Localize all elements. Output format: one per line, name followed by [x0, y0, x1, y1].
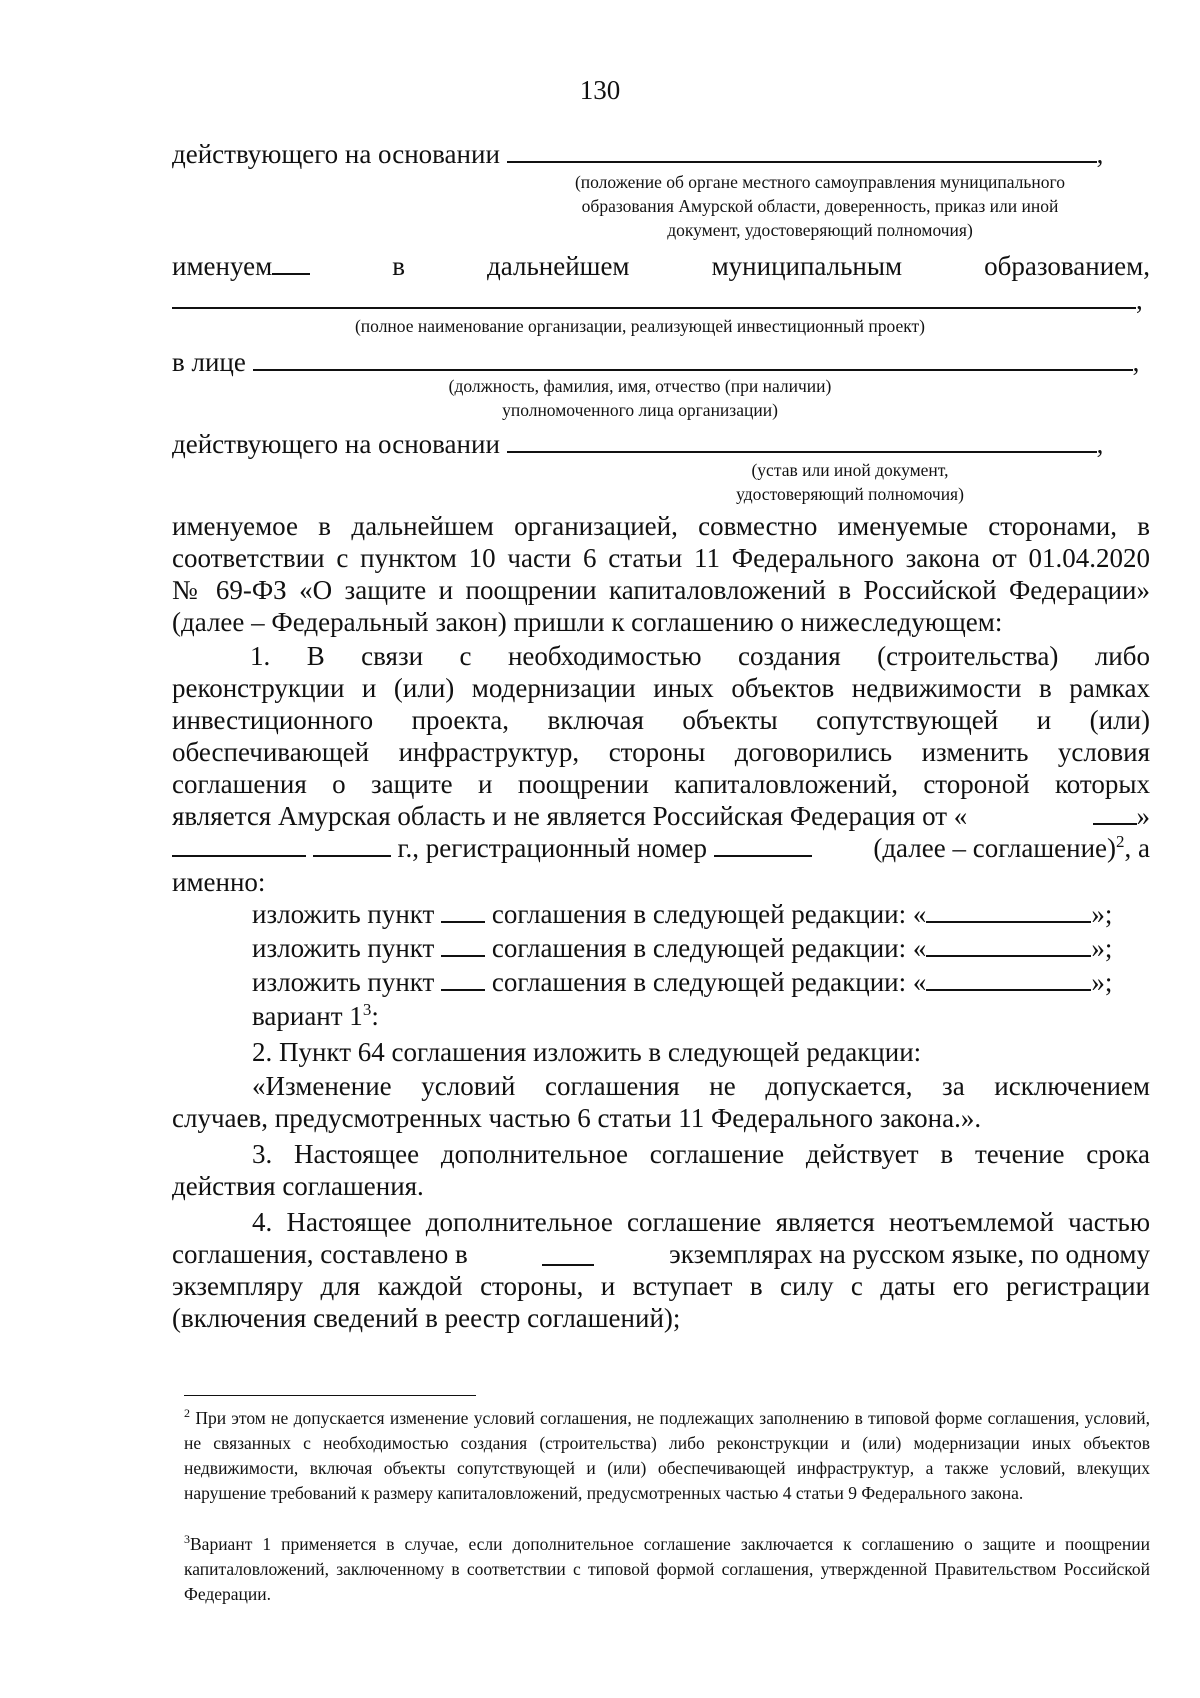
- footnote-ref-3: 3: [362, 1000, 372, 1019]
- represented-by-hint: [390, 374, 890, 422]
- comma: ,: [1096, 139, 1104, 169]
- footnote-text: Вариант 1 применяется в случае, если дополнительное соглашение заключается к соглашению о защите и поощрении капиталовложений, заключенному в соответствии с типовой формой соглашения, утвержденной Правительством Российской Федерации.: [184, 1534, 1150, 1604]
- hint-line: документ, удостоверяющий полномочия): [667, 220, 973, 240]
- page-number: 130: [579, 75, 621, 105]
- clause4-line: экземпляру для каждой стороны, и вступает в силу с даты его регистрации: [172, 1271, 1150, 1301]
- footnote-mark: 2: [184, 1406, 190, 1421]
- hint-line: (должность, фамилия, имя, отчество (при наличии): [448, 376, 832, 396]
- clause1-text: является Амурская область и не является Российская Федерация от «: [172, 801, 968, 831]
- state-item-line: изложить пункт соглашения в следующей редакции: « »;: [252, 933, 1113, 963]
- date-day-field: »: [1093, 800, 1151, 832]
- blank-field: [507, 429, 1097, 453]
- acting-basis-label: действующего на основании: [172, 139, 500, 169]
- state-item-line: изложить пункт соглашения в следующей редакции: « »;: [252, 967, 1113, 997]
- blank-field: [507, 139, 1097, 163]
- charter-hint: [690, 458, 1010, 506]
- hint-line: (положение об органе местного самоуправления муниципального: [574, 172, 1066, 192]
- org-hint: (полное наименование организации, реализующей инвестиционный проект): [354, 316, 926, 336]
- hint-line: уполномоченного лица организации): [502, 400, 778, 420]
- clause1-date-line: [172, 832, 1150, 864]
- clause1-line: [172, 800, 1150, 832]
- acting-basis-line-2: действующего на основании ,: [172, 429, 1104, 459]
- blank-field: [253, 347, 1133, 371]
- footnote-2: [184, 1406, 1150, 1506]
- clause1-namely: именно:: [172, 867, 266, 897]
- named-word: образованием,: [984, 251, 1150, 281]
- clause2-line: случаев, предусмотренных частью 6 статьи 11 Федерального закона.».: [172, 1103, 982, 1133]
- variant-label: вариант $1^3$:: [252, 1000, 379, 1031]
- hint-line: образования Амурской области, доверенность, приказ или иной: [581, 196, 1059, 216]
- footnote-3: [184, 1532, 1150, 1607]
- clause4-line: 4. Настоящее дополнительное соглашение является неотъемлемой частью: [252, 1207, 1150, 1237]
- clause4-line: соглашения, составлено в экземплярах на русском языке, по одному: [172, 1239, 1150, 1269]
- acting-basis-hint: [520, 170, 1120, 242]
- clause3-line: действия соглашения.: [172, 1171, 424, 1201]
- clause4-line: (включения сведений в реестр соглашений);: [172, 1303, 681, 1333]
- footnote-separator: [184, 1395, 476, 1396]
- intro-line: именуемое в дальнейшем организацией, совместно именуемые сторонами, в: [172, 511, 1150, 541]
- clause1-line: инвестиционного проекта, включая объекты сопутствующей и (или): [172, 705, 1150, 735]
- date-month-year-field: г., регистрационный номер: [172, 832, 812, 864]
- clause1-line: 1. В связи с необходимостью создания (строительства) либо: [250, 641, 1150, 671]
- org-name-line: ,: [172, 284, 1143, 316]
- intro-line: № 69-ФЗ «О защите и поощрении капиталовложений в Российской Федерации»: [172, 575, 1150, 605]
- acting-basis-label: действующего на основании: [172, 429, 500, 459]
- named-word: дальнейшем: [487, 251, 630, 281]
- acting-basis-line: [172, 138, 1103, 170]
- footnote-text: При этом не допускается изменение условий соглашения, не подлежащих заполнению в типовой форме соглашения, условий, не связанных с необходимостью создания (строительства) либо реконструкции и (или) модернизации иных объектов недвижимости, включая объекты сопутствующей и (или) обеспечивающей инфраструктур, а также условий, влекущих нарушение требований к размеру капиталовложений, предусмотренных частью 4 статьи 9 Федерального закона.: [184, 1408, 1151, 1503]
- blank-field: [172, 285, 1136, 309]
- clause1-line: реконструкции и (или) модернизации иных объектов недвижимости в рамках: [172, 673, 1150, 703]
- clause3-line: 3. Настоящее дополнительное соглашение действует в течение срока: [252, 1139, 1150, 1169]
- footnote-mark: 3: [184, 1532, 190, 1547]
- footnote-ref-2: 2: [1116, 832, 1125, 851]
- named-word: муниципальным: [711, 251, 903, 281]
- clause1-line: соглашения о защите и поощрении капиталовложений, стороной которых: [172, 769, 1150, 799]
- clause1-line: обеспечивающей инфраструктур, стороны договорились изменить условия: [172, 737, 1150, 767]
- copies-count-field: [542, 1238, 594, 1266]
- clause2-line: «Изменение условий соглашения не допускается, за исключением: [252, 1071, 1150, 1101]
- hint-line: (устав или иной документ,: [751, 460, 949, 480]
- named-word: именуем: [172, 250, 310, 282]
- intro-line: (далее – Федеральный закон) пришли к соглашению о нижеследующем:: [172, 607, 1003, 637]
- named-word: в: [392, 251, 405, 281]
- named-line: [172, 250, 1150, 282]
- clause1-tail: (далее – соглашение)$^2$, а: [873, 832, 1150, 863]
- represented-by-label: в лице: [172, 347, 246, 377]
- intro-line: соответствии с пунктом 10 части 6 статьи 11 Федерального закона от 01.04.2020: [172, 543, 1150, 573]
- state-item-line: изложить пункт соглашения в следующей редакции: « »;: [252, 899, 1113, 929]
- clause2-heading: 2. Пункт 64 соглашения изложить в следующей редакции:: [252, 1037, 922, 1067]
- hint-line: удостоверяющий полномочия): [736, 484, 964, 504]
- represented-by-line: в лице ,: [172, 347, 1140, 377]
